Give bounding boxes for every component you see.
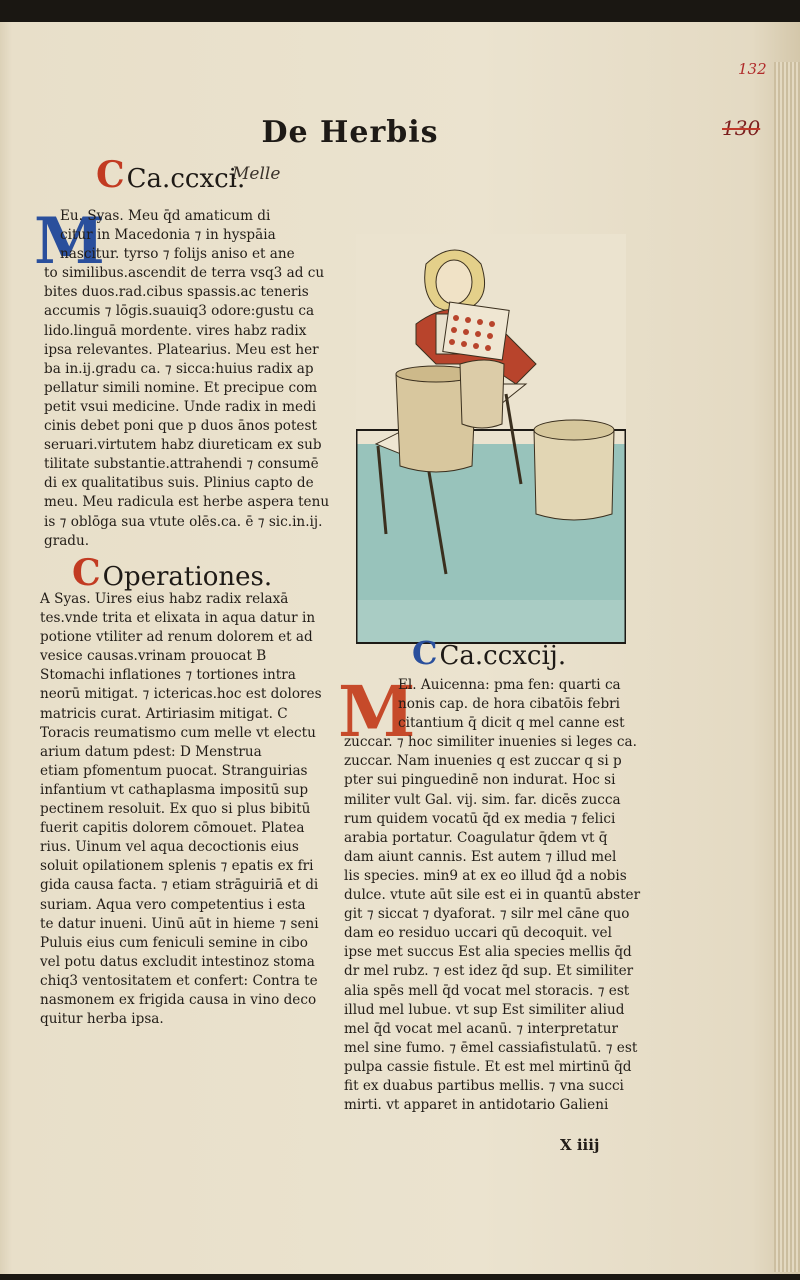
text-line: neorū mitigat. ⁊ ictericas.hoc est dolores — [40, 686, 322, 703]
running-head: De Herbis — [261, 115, 439, 150]
operationes-text — [40, 590, 322, 1029]
text-line: to similibus.ascendit de terra vsq3 ad cu — [44, 265, 325, 282]
text-line: illud mel lubue. vt sup Est similiter aliud — [344, 1001, 625, 1018]
text-line: gradu. — [44, 532, 90, 549]
text-line: Eu. Syas. Meu q̄d amaticum di — [60, 208, 271, 224]
text-line: mirti. vt apparet in antidotario Galieni — [344, 1097, 609, 1114]
text-line: pter sui pinguedinē non indurat. Hoc si — [344, 772, 616, 789]
text-line: chiq3 ventositatem et confert: Contra te — [40, 972, 318, 989]
text-line: vel potu datus excludit intestinoz stoma — [40, 953, 315, 970]
text-line: mel sine fumo. ⁊ ēmel cassiafistulatū. ⁊ est — [344, 1039, 638, 1056]
text-line: lis species. min9 at ex eo illud q̄d a nobis — [344, 867, 627, 884]
text-line: A Syas. Uires eius habz radix relaxā — [40, 591, 289, 607]
rubric-c: C — [96, 154, 125, 196]
text-line: zuccar. ⁊ hoc similiter inuenies si leges ca. — [344, 734, 637, 751]
text-line: is ⁊ oblōga sua vtute olēs.ca. ē ⁊ sic.in.ij. — [44, 513, 323, 530]
right-column-text — [344, 676, 640, 1115]
text-line: quitur herba ipsa. — [40, 1011, 164, 1028]
text-line: di ex qualitatibus suis. Plinius capto de — [44, 475, 314, 492]
left-initial: M — [34, 204, 105, 279]
text-line: Puluis eius cum feniculi semine in cibo — [40, 934, 308, 951]
text-line: pellatur simili nomine. Et precipue com — [44, 379, 318, 396]
left-chapter-label: Ca.ccxci. — [126, 164, 246, 194]
text-line: rius. Uinum vel aqua decoctionis eius — [40, 839, 299, 856]
text-line: alia spēs mell q̄d vocat mel storacis. ⁊ est — [344, 982, 630, 999]
woodcut-illustration-icon — [356, 234, 626, 644]
right-chapter-heading — [412, 634, 566, 672]
page-edges — [774, 62, 800, 1272]
folio-number: 132 — [738, 60, 767, 78]
text-line: zuccar. Nam inuenies q est zuccar q si p — [344, 753, 622, 770]
left-column-text — [44, 207, 329, 551]
left-chapter-heading — [96, 154, 245, 196]
text-line: gida causa facta. ⁊ etiam strāguiriā et di — [40, 877, 319, 894]
text-line: meu. Meu radicula est herbe aspera tenu — [44, 494, 330, 511]
margin-annotation: Melle — [232, 164, 281, 184]
text-line: Toracis reumatismo cum melle vt electu — [40, 724, 316, 741]
text-line: fit ex duabus partibus mellis. ⁊ vna succi — [344, 1077, 624, 1094]
text-line: arium datum pdest: D Menstrua — [40, 743, 262, 760]
text-line: ipse met succus Est alia species mellis q̄d — [344, 944, 632, 961]
text-line: suriam. Aqua vero competentius i esta — [40, 896, 306, 913]
old-folio-number: 130 — [722, 116, 761, 140]
text-line: pectinem resoluit. Ex quo si plus bibitū — [40, 801, 311, 818]
text-line: citantium q̄ dicit q mel canne est — [398, 715, 625, 732]
text-line: ba in.ij.gradu ca. ⁊ sicca:huius radix ap — [44, 360, 314, 377]
text-line: fuerit capitis dolorem cōmouet. Platea — [40, 820, 305, 837]
text-line: arabia portatur. Coagulatur q̄dem vt q̄ — [344, 829, 608, 846]
text-line: dam aiunt cannis. Est autem ⁊ illud mel — [344, 848, 617, 865]
text-line: accumis ⁊ lōgis.suauiq3 odore:gustu ca — [44, 303, 315, 320]
rubric-c: C — [72, 552, 101, 594]
text-line: nonis cap. de hora cibatōis febri — [398, 696, 621, 713]
text-line: infantium vt cathaplasma impositū sup — [40, 781, 309, 798]
text-line: nascitur. tyrso ⁊ folijs aniso et ane — [60, 246, 295, 263]
operationes-heading — [72, 552, 272, 594]
signature-mark: X iiij — [560, 1136, 600, 1154]
text-line: dulce. vtute aūt sile est ei in quantū abster — [344, 887, 641, 904]
text-line: rum quidem vocatū q̄d ex media ⁊ felici — [344, 810, 616, 827]
text-line: seruari.virtutem habz diureticam ex sub — [44, 437, 322, 454]
text-line: dam eo residuo uccari qū decoquit. vel — [344, 925, 612, 942]
operationes-label: Operationes. — [102, 562, 273, 592]
text-line: nasmonem ex frigida causa in vino deco — [40, 991, 317, 1008]
text-line: etiam pfomentum puocat. Stranguirias — [40, 762, 308, 779]
text-line: tes.vnde trita et elixata in aqua datur in — [40, 610, 316, 627]
rubric-c-blue: C — [412, 634, 438, 672]
text-line: potione vtiliter ad renum dolorem et ad — [40, 629, 313, 646]
text-line: tilitate substantie.attrahendi ⁊ consumē — [44, 456, 319, 473]
text-line: dr mel rubz. ⁊ est idez q̄d sup. Et similiter — [344, 963, 634, 980]
text-line: pulpa cassie fistule. Et est mel mirtinū q̄d — [344, 1058, 632, 1075]
text-line: lido.linguā mordente. vires habz radix — [44, 322, 307, 339]
right-initial: M — [338, 670, 416, 753]
text-line: petit vsui medicine. Unde radix in medi — [44, 398, 317, 415]
text-line: bites duos.rad.cibus spassis.ac teneris — [44, 284, 309, 301]
text-line: cinis debet poni que p duos ānos potest — [44, 418, 317, 435]
text-line: soluit opilationem splenis ⁊ epatis ex fri — [40, 858, 314, 875]
book-page — [0, 22, 800, 1274]
text-line: git ⁊ siccat ⁊ dyaforat. ⁊ silr mel cāne quo — [344, 906, 630, 923]
text-line: Stomachi inflationes ⁊ tortiones intra — [40, 667, 296, 684]
text-line: te datur inueni. Uinū aūt in hieme ⁊ seni — [40, 915, 319, 932]
text-line: militer vult Gal. vij. sim. far. dicēs zucca — [344, 791, 621, 808]
text-line: mel q̄d vocat mel acanū. ⁊ interpretatur — [344, 1020, 618, 1037]
text-line: vesice causas.vrinam prouocat B — [40, 648, 267, 665]
text-line: ipsa relevantes. Platearius. Meu est her — [44, 341, 319, 358]
text-line: citur in Macedonia ⁊ in hyspāia — [60, 227, 276, 244]
right-chapter-label: Ca.ccxcij. — [439, 641, 567, 671]
text-line: El. Auicenna: pma fen: quarti ca — [398, 677, 621, 693]
text-line: matricis curat. Artiriasim mitigat. C — [40, 705, 288, 722]
